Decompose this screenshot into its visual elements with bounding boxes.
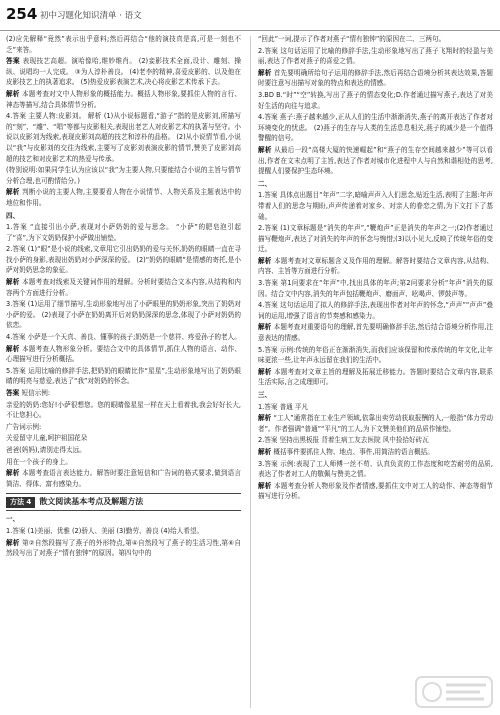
answer-paragraph: [6, 332, 241, 343]
paragraph-text: 概括事件要抓住人物、地点、事件,用简洁的语言概括。: [273, 447, 434, 456]
answer-paragraph: [6, 366, 241, 387]
paragraph-text: 4.答案 这句话运用了拟人的修辞手法,表现出作者对年声的怀念,“声声”“声声”叠词的运用,增强了语言的节奏感和感染力。: [258, 301, 493, 320]
paragraph-tag: 解析: [258, 256, 275, 265]
answer-paragraph: [258, 34, 493, 45]
paragraph-text: 广告词示例:: [6, 422, 42, 431]
paragraph-text: 3.BD B.“时”“空”转换,写出了燕子的情态变化;D.作者通过描写燕子,表达了对美好生活的向往与追求。: [258, 90, 493, 110]
answer-paragraph: [258, 190, 493, 222]
paragraph-tag: 解析: [258, 68, 274, 77]
answer-paragraph: [6, 400, 241, 421]
answer-paragraph: [6, 89, 241, 110]
paragraph-text: 4.答案 小萨是一个天真、善良、懂事的孩子;奶奶是一个慈祥、疼爱孙子的老人。: [6, 333, 241, 342]
answer-paragraph: [6, 468, 241, 489]
paragraph-text: 从最后一段“高楼大厦的快速崛起”和“燕子的生存空间越来越少”等可以看出,作者在文末点明了主旨,表达了作者对城市化进程中人与自然和谐相处的思考,提醒人们要保护生态环境。: [258, 145, 493, 176]
answer-paragraph: [258, 435, 493, 446]
answer-paragraph: [6, 422, 241, 433]
answer-paragraph: [258, 300, 493, 321]
method-heading: [6, 493, 241, 511]
answer-paragraph: [6, 299, 241, 331]
method-title: 散文阅读基本考点及解题方法: [39, 497, 144, 507]
answer-paragraph: [6, 433, 241, 444]
answer-paragraph: [258, 402, 493, 413]
paragraph-text: 本题考查分析人物形象及作者情感,要抓住文中对工人的动作、神态等细节描写进行分析。: [258, 481, 493, 501]
paragraph-text: 短信示例:: [21, 389, 51, 397]
answer-paragraph: [258, 481, 493, 502]
watermark-stamp: [414, 675, 494, 709]
answer-paragraph: [6, 344, 241, 365]
paragraph-text: 3.答案 第1问要求在“年声”中,找出具体的年声;第2问要求分析“年声”消失的原因。结合文中内容,消失的年声包括鞭炮声、磨面声、吆喝声、锣鼓声等。: [258, 279, 493, 298]
paragraph-text: 5.答案 运用比喻的修辞手法,把奶奶的眼睛比作“星星”,生动形象地写出了奶奶眼睛的明亮与慈爱,表达了“我”对奶奶的怀念。: [6, 366, 241, 386]
page-header: [0, 0, 500, 31]
answer-paragraph: [6, 34, 241, 55]
paragraph-text: 首先要明确所给句子运用的修辞手法,然后再结合语境分析其表达效果,答题时要注意写出描写对象的特点和表达的情感。: [258, 68, 493, 88]
answer-paragraph: [6, 445, 241, 456]
answer-paragraph: [258, 256, 493, 277]
paragraph-text: 本题考查对文中人物形象的概括能力。概括人物形象,要抓住人物的言行、神态等描写,结合具体情节分析。: [6, 89, 241, 109]
paragraph-tag: 解析: [258, 367, 275, 376]
answer-paragraph: [258, 413, 493, 434]
paragraph-text: 5.答案 示例:传统的年俗正在渐渐消失,而我们应该保留和传承传统的年文化,让年味更浓一些,让年声永远留在我们的生活中。: [258, 345, 493, 365]
paragraph-tag: 解析: [258, 447, 274, 456]
paragraph-text: 亲爱的奶奶:您好!小萨很想您。您的眼睛像星星一样在天上看着我,我会好好长大,不让您担心。: [6, 400, 241, 420]
paragraph-tag: 解析: [258, 481, 275, 490]
answer-paragraph: [6, 187, 241, 208]
paragraph-tag: 答案: [6, 57, 23, 66]
paragraph-text: 4.答案 燕子:燕子越来越少,正从人们的生活中渐渐消失,燕子的离开表达了作者对环境变化的忧虑。 (2)燕子的生存与人类的生活息息相关,燕子的减少是一个值得警醒的信号。: [258, 113, 493, 143]
answer-paragraph: [258, 223, 493, 255]
answer-paragraph: [258, 90, 493, 111]
answer-paragraph: [6, 111, 241, 164]
column-divider: [250, 36, 251, 708]
paragraph-text: 1.答案 具体点出题目“年声”二字,暗喻声声入人们思念,贴近生活,表明了主题:年声带着人们的思念与期盼,声声传递着对家乡、对亲人的眷恋之情,为下文打下了基础。: [258, 191, 493, 221]
paragraph-text: 2.答案 坚持出黑板报 背着生病工友去医院 风中捡拾好砖瓦: [258, 436, 429, 445]
answer-paragraph: [6, 277, 241, 298]
page-number: 254: [6, 5, 38, 23]
right-column: [258, 34, 493, 710]
answer-paragraph: [6, 526, 241, 537]
section-heading: 一、: [6, 515, 20, 524]
answer-paragraph: [258, 46, 493, 67]
paragraph-tag: 答案: [6, 389, 22, 397]
paragraph-text: “回此”一词,提示了作者对燕子“情有独钟”的原因在二、三两句。: [258, 35, 446, 43]
paragraph-tag: 解析: [6, 344, 23, 353]
paragraph-tag: 解析: [6, 89, 23, 98]
paragraph-text: (2)应先解释“竟然”表示出乎意料;然后再结合“他的演技真是高,可是一刻也不乏”来答。: [6, 35, 241, 54]
paragraph-text: (特别说明:如果同学生认为应该以“我”为主要人物,只要能结合小说的主旨与情节分析合理,也可酌情给分。): [6, 166, 241, 185]
paragraph-text: 关爱留守儿童,呵护祖国花朵: [6, 434, 88, 443]
answer-paragraph: [6, 222, 241, 243]
paragraph-text: “工人”通常指在工业生产领域,依靠出卖劳动获取报酬的人,一般指“体力劳动者”。作者强调“普通”“平凡”的工人,为下文赞美他们的品质作铺垫。: [258, 414, 493, 433]
answer-paragraph: [258, 367, 493, 388]
book-title: 初中习题化知识清单 · 语文: [40, 11, 142, 21]
paragraph-tag: 解析: [258, 323, 274, 332]
paragraph-text: 本题考查对文章标题含义及作用的理解。解答时要结合文章内容,从结构、内容、主旨等方面进行分析。: [258, 256, 493, 276]
paragraph-tag: 解析: [6, 278, 23, 287]
answer-paragraph: [6, 165, 241, 186]
section-heading: 四、: [6, 211, 20, 220]
section-heading: 二、: [258, 179, 272, 188]
paragraph-tag: 解析: [6, 469, 23, 478]
paragraph-text: 表现技艺高超。演哈像哈,维妙维肖。 (2)妾影技术全面,设计、雕刻、操纵、说唱均一人完成。 ③为人淳朴善良。 (4)老李的精神,喜爱皮影的、以及他在皮影技艺上的执著追求。 (5)热爱皮影表演艺术,决心将皮影艺术传承下去。: [6, 57, 241, 87]
answer-paragraph: [6, 538, 241, 559]
method-label: 方法 4: [6, 497, 35, 508]
paragraph-text: 2.答案 (1)文章标题是“消失的年声”,“鞭炮声”正是消失的年声之一;(2)作者通过描写鞭炮声,表达了对消失的年声的怀念与惋惜;(3)以小见大,反映了传统年俗的变迁。: [258, 224, 493, 254]
answer-paragraph: [6, 388, 241, 399]
answer-paragraph: [258, 345, 493, 366]
paragraph-text: 1.答案 (1)美丽、优雅 (2)骄人、美丽 (3)勤劳、善良 (4)给人希望。: [6, 526, 204, 535]
answer-paragraph: [258, 459, 493, 480]
section-heading: 三、: [258, 391, 272, 399]
answer-paragraph: [6, 457, 241, 468]
answer-paragraph: [258, 447, 493, 458]
paragraph-text: 2.答案 这句话运用了比喻的修辞手法,生动形象地写出了燕子飞翔时的轻盈与美丽,表达了作者对燕子的喜爱之情。: [258, 46, 493, 66]
paragraph-text: 2.答案 (1)“眼”是小说的线索,文章用它引出奶奶的爱与关怀,奶奶的眼睛一直在寻找小萨的身影,表现出奶奶对小萨深深的爱。 (2)“奶奶的眼睛”是情感的寄托,是小萨对奶奶思念的象征。: [6, 245, 241, 275]
paragraph-text: 本题考查对重要语句的理解,首先要明确修辞手法,然后结合语境分析作用,注意表达的情感。: [258, 323, 493, 343]
answer-paragraph: [258, 112, 493, 144]
paragraph-text: 本题考查语言表达能力。解答时要注意短信和广告词的格式要求,做到语言简洁、得体、富有感染力。: [6, 469, 241, 488]
paragraph-text: 1.答案 “直接引出小萨,表现对小萨奶奶的爱与思念。 “小萨”的肥皂泡引起了“喜”,为下文奶奶保护小萨做出铺垫。: [6, 223, 241, 242]
paragraph-text: 本题考查人物形象分析。要结合文中的具体情节,抓住人物的语言、动作、心理描写进行分析概括。: [6, 344, 241, 364]
left-column: [6, 34, 241, 710]
paragraph-text: 本题考查对文章主旨的理解及拓展迁移能力。答题时要结合文章内容,联系生活实际,言之成理即可。: [258, 367, 493, 387]
paragraph-tag: 解析: [258, 145, 275, 154]
answer-paragraph: [258, 278, 493, 299]
paragraph-text: 3.答案 (1)运用了细节描写,生动形象地写出了小萨眼里的奶奶形象,突出了奶奶对小萨的爱。 (2)表现了小萨在奶奶离开后对奶奶深深的思念,体现了小萨对奶奶的依恋。: [6, 300, 241, 330]
paragraph-text: 爸爸(妈妈),请别走得太远。: [6, 445, 86, 454]
paragraph-text: 本题考查对线索及关键词作用的理解。分析时要结合文本内容,从结构和内容两个方面进行分析。: [6, 278, 241, 297]
paragraph-text: 判断小说的主要人物,主要要看人物在小说情节、人物关系及主题表达中的地位和作用。: [6, 188, 241, 207]
paragraph-text: 第②自然段描写了燕子的外形特点,第④自然段写了燕子的生活习性,第⑥自然段写出了对燕子“情有独钟”的原因。第四句中的: [6, 538, 241, 558]
paragraph-tag: 解析: [6, 538, 23, 547]
paragraph-text: 3.答案 示例:表现了工人师傅一丝不苟、认真负责的工作态度和吃苦耐劳的品质,表达了作者对工人的敬佩与赞美之情。: [258, 459, 493, 479]
answer-paragraph: [258, 145, 493, 177]
answer-paragraph: [6, 244, 241, 276]
paragraph-tag: 解析: [258, 414, 274, 423]
answer-paragraph: [258, 322, 493, 343]
paragraph-text: 1.答案 普通 平凡: [258, 402, 309, 411]
answer-paragraph: [258, 68, 493, 89]
paragraph-tag: 解析: [6, 188, 23, 197]
paragraph-text: 4.答案 主要人物:皮影刘。 解析 (1)从小说标题看,“游子”指的是皮影刘,所描写的“刻”、“雕”、“唱”等都与皮影相关,表现出老艺人对皮影艺术的执著与坚守。小说以皮影刘为线索,表现皮影刘高超的技艺和淳朴的品格。 (2)从小说情节看,小说以“我”与皮影刘的交往为线索,主要写了皮影刘表演皮影的情节,赞美了皮影刘高超的技艺和对皮影艺术的热爱与传承。: [6, 112, 241, 163]
answer-paragraph: [6, 56, 241, 88]
paragraph-text: 用在一个孩子的身上。: [6, 457, 72, 466]
